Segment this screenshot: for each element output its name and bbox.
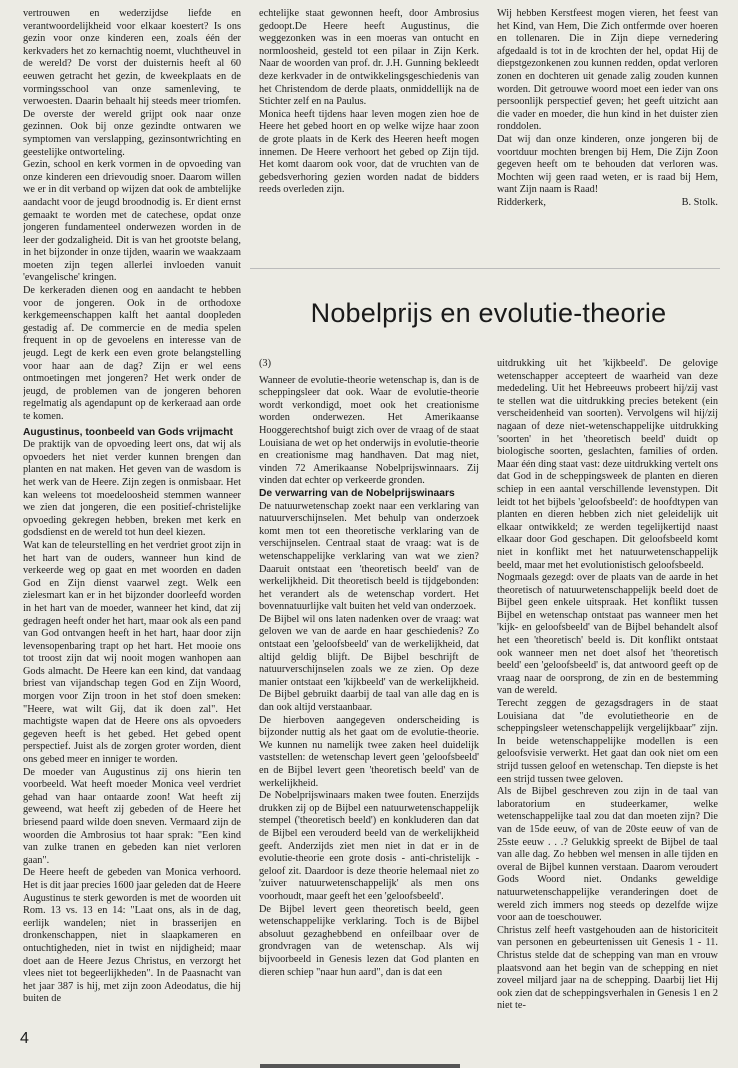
paragraph: De Bijbel levert geen theoretisch beeld, geen wetenschappelijke verklaring. Toch is de Bijbel absoluut gezaghebbend en onfeilbaar over de grondvragen van de wetenschap. Als wij bijvoorbeeld in Genesis lezen dat God planten en dieren schiep "naar hun aard", dan is dat een: [259, 903, 479, 978]
paragraph: Monica heeft tijdens haar leven mogen zien hoe de Heere het gebed hoort en op welke wijze haar zoon de grote plaats in de Kerk des Heeren heeft mogen innemen. De Heere verhoort het gebed op Zijn tijd. Het komt daarom ook voor, dat de vruchten van de gebedsverhoring gezien worden nadat de bidders reeds overleden zijn.: [259, 108, 479, 196]
article-column-left: [259, 358, 479, 1058]
article-header: [259, 298, 718, 329]
middle-column-top: [259, 8, 479, 248]
paragraph: Gezin, school en kerk vormen in de opvoeding van onze kinderen een drievoudig snoer. Daarom willen we er in dit verband op wijzen dat ook de ambtelijke aandacht voor de jeugd broodnodig is. Er dient ernst gemaakt te worden met de catechese, opdat onze jongeren fundamenteel onderwezen worden in de leer der godzaligheid. Dit is van het grootste belang, in het bijzonder in onze tijden, waarin we waakzaam moeten zijn tegen allerlei invloeden vanuit 'evangelische' kringen.: [23, 159, 241, 284]
paragraph: Nogmaals gezegd: over de plaats van de aarde in het theoretisch of natuurwetenschappelijk beeld doet de Bijbel geen enkele uitspraak. Het konflikt tussen Bijbel en wetenschap ontstaat pas wanneer men het 'kijk- en geloofsbeeld' van de Bijbel behandelt alsof het een 'theoretisch' beeld is. Dit konflikt ontstaat ook wanneer men net doet alsof het 'theoretisch beeld' een 'geloofsbeeld' is, dat antwoord geeft op de vraag naar de oorsprong, de zin en de bestemming van de wereld.: [497, 572, 718, 697]
section-divider: [250, 268, 720, 269]
signature-line: [497, 197, 718, 210]
paragraph: Dat wij dan onze kinderen, onze jongeren bij de voortduur mochten brengen bij Hem, Die Zijn Zoon gegeven heeft om te behouden dat verloren was. Mochten wij geen raad weten, er is raad bij Hem, want Zijn naam is Raad!: [497, 133, 718, 196]
left-column: [23, 8, 241, 1008]
paragraph: De hierboven aangegeven onderscheiding is bijzonder nuttig als het gaat om de evolutie-theorie. We kunnen nu namelijk twee zaken heel duidelijk vaststellen: de wetenschap levert geen 'geloofsbeeld' en de Bijbel levert geen 'theoretisch beeld' van de werkelijkheid.: [259, 714, 479, 789]
paragraph: Terecht zeggen de gezagsdragers in de staat Louisiana dat "de evolutietheorie en de scheppingsleer wetenschappelijk vergelijkbaar" zijn. In beide wetenschappelijke modellen is een geloofsvisie verwerkt. Het gaat dan ook niet om een strijd tussen geloof en wetenschap. Ten diepste is het een strijd tussen twee geloven.: [497, 698, 718, 785]
right-column-top: [497, 8, 718, 248]
paragraph: De Heere heeft de gebeden van Monica verhoord. Het is dit jaar precies 1600 jaar geleden dat de Heere Augustinus te sterk geworden is met de woorden uit Rom. 13 vs. 13 en 14: "Laat ons, als in de dag, eerlijk wandelen; niet in brasserijen en dronkenschappen, niet in slaapkameren en ontuchtigheden, niet in twist en nijdigheid; maar doet aan de Heere Jezus Christus, en verzorgt het vlees niet tot begeerlijkheden". In de Paasnacht van het jaar 387 is hij, met zijn zoon Adeodatus, die hij buiten de: [23, 867, 241, 1005]
paragraph: De Bijbel wil ons laten nadenken over de vraag: wat geloven we van de aarde en haar geschiedenis? Zo ontstaat een 'geloofsbeeld' van de werkelijkheid, dat altijd geldig blijft. De Bijbel beschrijft de natuurverschijnselen zoals we ze zien. Op deze manier ontstaat een 'kijkbeeld' van de werkelijkheid. De Bijbel gebruikt daarbij de taal van alle dag en is dan ook altijd verstaanbaar.: [259, 613, 479, 714]
paragraph: Wat kan de teleurstelling en het verdriet groot zijn in het hart van de ouders, wanneer hun kind de verkeerde weg op gaat en met woorden en daden God en Zijn dienst vaarwel zegt. Welk een zielesmart kan er in het bijzonder doorleefd worden in het hart van de moeder, wanneer het kind, dat zij gedragen heeft onder het hart, maar ook als een pand van God ontvangen heeft in het hart, haar door zijn levensopenbaring trapt op het hart. Het mooie ons tot troost zijn dat wij nooit mogen wanhopen aan Gods almacht. De Heere kan een kind, dat vandaag briest van vijandschap tegen God en Zijn Woord, morgen voor Zijn troon in het stof doen smeken: "Heere, wat wilt Gij, dat ik doen zal". Het machtigste wapen dat de Heere ons als opvoeders gegeven heeft is het gebed. Het gebed opent perspectief. Juist als de zorgen groter worden, dient ons gebed meer en inniger te worden.: [23, 539, 241, 766]
paragraph: Als de Bijbel geschreven zou zijn in de taal van laboratorium en studeerkamer, welke wetenschappelijke taal zou dat dan moeten zijn? Die van de 15de eeuw, of van de 20ste eeuw of van de 25ste eeuw . . .? Gelukkig spreekt de Bijbel de taal van alle dag. Zo hebben wel mensen in alle tijden en overal de Bijbel kunnen verstaan. Daarom veroudert Gods Woord niet. Ondanks geweldige natuurwetenschappelijke veranderingen doet de wereld zich immers nog steeds op dezelfde wijze voor aan de toeschouwer.: [497, 786, 718, 924]
paragraph: Christus zelf heeft vastgehouden aan de historiciteit van personen en gebeurtenissen uit Genesis 1 - 11. Christus stelde dat de schepping van man en vrouw plaatsvond aan het begin van de schepping en niet zoveel miljard jaar na de schepping. Daarbij liet Hij ook zien dat de scheppingsverhalen in Genesis 1 en 2 niet te-: [497, 924, 718, 1012]
paragraph: Wanneer de evolutie-theorie wetenschap is, dan is de scheppingsleer dat ook. Waar de evolutie-theorie wordt verkondigd, moet ook het creationisme worden onderwezen. Het Amerikaanse Hooggerechtshof buigt zich over de vraag of de staat Louisiana de wet op het onderwijs in evolutie-theorie en creationisme mag handhaven. Dat mag niet, vinden 72 Amerikaanse Nobelprijswinnaars. Zij vinden dat echter op verkeerde gronden.: [259, 374, 479, 487]
paragraph: De praktijk van de opvoeding leert ons, dat wij als opvoeders het niet verder kunnen brengen dan planten en nat maken. Het geven van de wasdom is het werk van de Heere. Zijn zegen is onmisbaar. Het kan weleens tot moedeloosheid stemmen wanneer we zien dat jongeren, die een positief-christelijke opvoeding gekregen hebben, breken met kerk en godsdienst en de wereld tot hun deel kiezen.: [23, 439, 241, 539]
part-label: (3): [259, 358, 272, 369]
article-title: Nobelprijs en evolutie-theorie: [310, 298, 667, 328]
page-number: 4: [20, 1030, 29, 1047]
paragraph: De moeder van Augustinus zij ons hierin ten voorbeeld. Wat heeft moeder Monica veel verdriet gehad van haar ontaarde zoon! Wat heeft zij geweend, wat heeft zij gebeden of de Heere het briesend paard wilde doen sneven. Vermaard zijn de woorden die Ambrosius tot haar sprak: "Een kind van zulke tranen en gebeden kan niet verloren gaan".: [23, 766, 241, 866]
paragraph: echtelijke staat gewonnen heeft, door Ambrosius gedoopt.De Heere heeft Augustinus, die weggezonken was in een moeras van ontucht en normloosheid, gesteld tot een pilaar in Zijn Kerk. Naar de woorden van prof. dr. J.H. Gunning bekleedt deze kerkvader in de ontwikkelingsgeschiedenis van het Christendom de derde plaats, onmiddellijk na de Stichter zelf en na Paulus.: [259, 8, 479, 108]
signature-place: Ridderkerk,: [497, 196, 546, 208]
article-subheading: De verwarring van de Nobelprijswinaars: [259, 487, 455, 499]
paragraph: vertrouwen en wederzijdse liefde en verantwoordelijkheid voor elkaar koestert? Is ons gezin voor onze kinderen een, zoals één der kerkvaders het zo kernachtig noemt, vluchtheuvel in de wereld? De vorst der duisternis heeft al 60 eeuwen getracht het gezin, de kweekplaats en de vormingsschool van onze samenleving, te verwoesten. Daarin behaalt hij steeds meer triomfen. De overste der wereld grijpt ook naar onze gezinnen. Ook bij onze gezindte ontwaren we symptomen van verslapping, gezinsontwrichting en geestelijke ontworteling.: [23, 8, 241, 158]
signature-author: B. Stolk.: [681, 196, 718, 208]
paragraph: De Nobelprijswinaars maken twee fouten. Enerzijds drukken zij op de Bijbel een natuurwetenschappelijk stempel ('theoretisch beeld') en konkluderen dan dat de Bijbel een verouderd beeld van de werkelijkheid geeft. Anderzijds ziet men niet in dat er in de evolutie-theorie een grote dosis - anti-christelijk - geloof zit. Daardoor is deze theorie helemaal niet zo 'zuiver natuurwetenschappelijk' als men ons voorhoudt, maar geeft het een 'geloofsbeeld'.: [259, 790, 479, 902]
paragraph: De kerkeraden dienen oog en aandacht te hebben voor de jongeren. Ook in de orthodoxe kerkgemeenschappen kalft het aantal doopleden gestadig af. De commercie en de media spelen frequent in op de gevoelens en interesse van de jeugd. Legt de kerk een even grote belangstelling voor haar aan de dag? Zijn er wel eens ontmoetingen met jongeren? Het werk onder de jeugd, de problemen van de jongeren behoren regelmatig als agendapunt op de kerkeraad aan orde te komen.: [23, 285, 241, 422]
paragraph: Wij hebben Kerstfeest mogen vieren, het feest van het Kind, van Hem, Die Zich ontfermde over hoeren en tollenaren. Die in Zijn diepe vernedering afgedaald is tot in de krochten der hel, opdat Hij de diepstgezonkenen zou kunnen redden, opdat verloren zonen en dochteren uit genade zalig zouden kunnen worden. Dit getrouwe woord moet een ieder van ons persoonlijk perspectief geven; het geeft uitzicht aan die vader en moeder, die hun kind in het duister zien ronddolen.: [497, 8, 718, 133]
paragraph: uitdrukking uit het 'kijkbeeld'. De gelovige wetenschapper accepteert de waarheid van deze mededeling. Uit het Hebreeuws probeert hij/zij vast te stellen wat die uitdrukking precies betekent (ein verscheidenheid van soorten). Vervolgens wil hij/zij nagaan of deze niet-wetenschappelijke uitdrukking 'soorten' in het 'theoretisch beeld' duidt op biologische soorten, geslachten, families of orden. Maar één ding staat vast: deze uitdrukking vertelt ons dat God in de scheppingsweek de planten en dieren schiep in een aantal verschillende levenstypen. Dit leidt tot het bijbels 'geloofsbeeld': de hoofdtypen van planten en dieren hebben zich niet geleidelijk uit elkaar ontwikkeld; ze werden tegelijkertijd naast elkaar door God geschapen. Dit geloofsbeeld komt niet in konflikt met het natuurwetenschappelijk beeld, maar met het evolutionistisch geloofsbeeld.: [497, 358, 718, 571]
paragraph: De natuurwetenschap zoekt naar een verklaring van natuurverschijnselen. Met behulp van onderzoek komt men tot een theoretische verklaring van de verschijnselen. Centraal staat de vraag: wat is de wetenschappelijke verklaring van wat we zien? Daaruit ontstaat een 'theoretisch beeld' van de werkelijkheid. Dit theoretisch beeld is tijdgebonden: het verandert als de wetenschap vordert. Het bovennatuurlijke valt buiten het veld van onderzoek.: [259, 500, 479, 613]
footer-bar: [260, 1064, 460, 1068]
article-column-right: [497, 358, 718, 1058]
section-heading: Augustinus, toonbeeld van Gods vrijmacht: [23, 426, 233, 438]
